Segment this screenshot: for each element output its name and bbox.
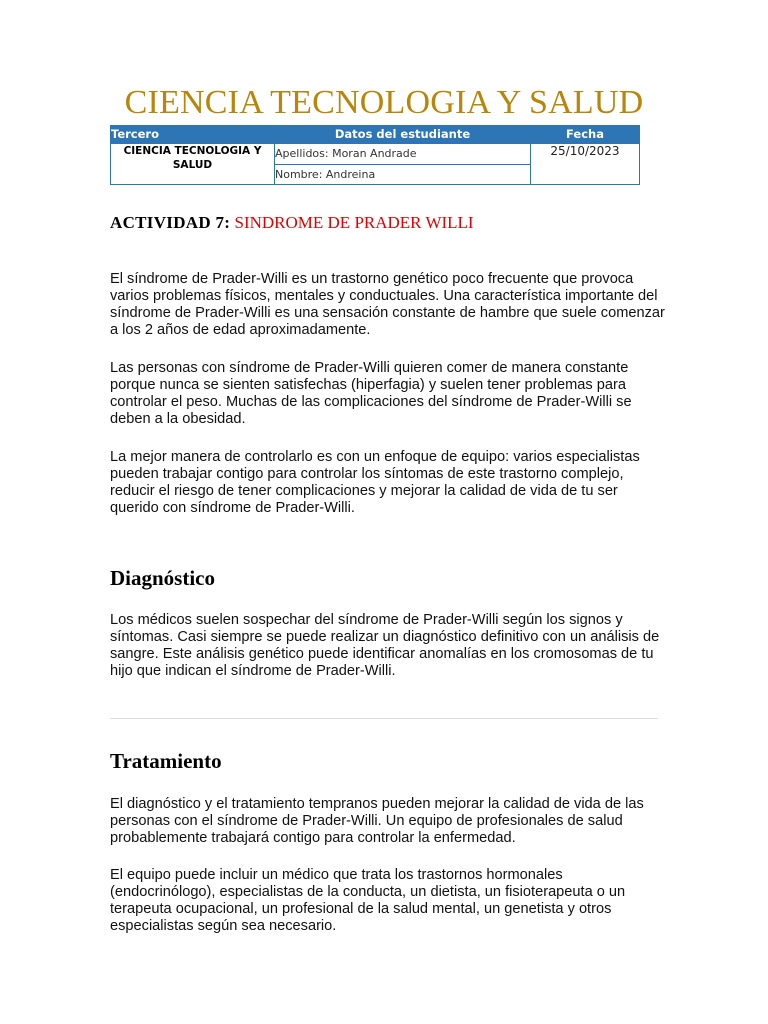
intro-paragraph-2: Las personas con síndrome de Prader-Willi quieren comer de manera constante porque nunca se sienten satisfechas (hiperfagia) y suelen tener problemas para controlar el peso. Muchas de las complicaciones del síndrome de Prader-Willi se deben a la obesidad. — [110, 360, 632, 427]
tratamiento-paragraph-1: El diagnóstico y el tratamiento tempranos pueden mejorar la calidad de vida de las personas con el síndrome de Prader-Willi. Un equipo de profesionales de salud probablemente trabajará contigo para controlar la enfermedad. — [110, 796, 644, 846]
activity-topic: SINDROME DE PRADER WILLI — [234, 213, 474, 232]
tratamiento-paragraph-2: El equipo puede incluir un médico que trata los trastornos hormonales (endocrinólogo), especialistas de la conducta, un dietista, un fisioterapeuta o un terapeuta ocupacional, un profesional de la salud mental, un genetista y otros especialistas según sea necesario. — [110, 867, 626, 934]
intro-paragraph-1: El síndrome de Prader-Willi es un trastorno genético poco frecuente que provoca varios problemas físicos, mentales y conductuales. Una característica importante del síndrome de Prader-Willi es una sensación constante de hambre que suele comenzar a los 2 años de edad aproximadamente. — [110, 271, 665, 338]
apellidos-cell: Apellidos: Moran Andrade — [275, 144, 531, 165]
header-fecha: Fecha — [531, 126, 640, 144]
table-header-row — [111, 126, 640, 144]
nombre-cell: Nombre: Andreina — [275, 164, 531, 185]
diagnostico-heading: Diagnóstico — [110, 566, 215, 590]
activity-heading — [110, 213, 474, 233]
header-tercero: Tercero — [111, 126, 275, 144]
diagnostico-paragraph: Los médicos suelen sospechar del síndrome de Prader-Willi según los signos y síntomas. Casi siempre se puede realizar un diagnóstico definitivo con un análisis de sangre. Este análisis genético puede identificar anomalías en los cromosomas de tu hijo que indican el síndrome de Prader-Willi. — [110, 612, 660, 679]
intro-paragraph-3: La mejor manera de controlarlo es con un enfoque de equipo: varios especialistas pueden trabajar contigo para controlar los síntomas de este trastorno complejo, reducir el riesgo de tener complicaciones y mejorar la calidad de vida de tu ser querido con síndrome de Prader-Willi. — [110, 449, 640, 516]
header-datos-estudiante: Datos del estudiante — [275, 126, 531, 144]
page-title: CIENCIA TECNOLOGIA Y SALUD — [124, 84, 644, 121]
date-cell: 25/10/2023 — [531, 144, 640, 185]
tratamiento-heading: Tratamiento — [110, 749, 222, 773]
activity-label: ACTIVIDAD 7: — [110, 213, 231, 232]
subject-cell: CIENCIA TECNOLOGIA Y SALUD — [111, 144, 275, 185]
table-row — [111, 144, 640, 165]
section-divider — [110, 718, 658, 719]
student-info-table — [110, 125, 640, 185]
